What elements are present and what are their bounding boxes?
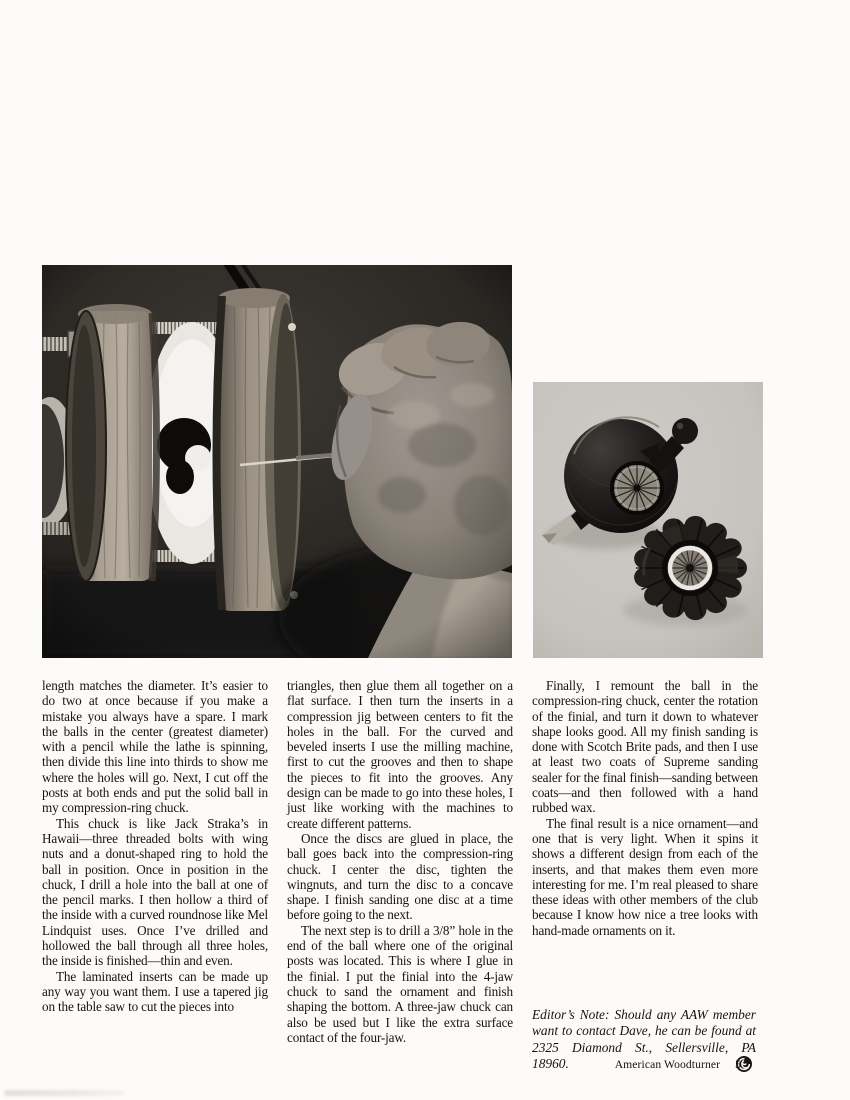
paragraph: triangles, then glue them all together on a flat surface. I then turn the inserts in a compression jig between centers to fit the holes in the ball. For the curved and beveled inserts I use the milling machine, first to cut the grooves and then to shape the pieces to fit into the grooves. Any design can be made to go into these holes, I just like working with the machines to create different patterns.	[287, 678, 513, 831]
text-column-3	[532, 678, 758, 938]
paragraph: length matches the diameter. It’s easier to do two at once because if you make a mistake you always have a spare. I mark the balls in the center (greatest diameter) with a pencil while the lathe is spinning, then divide this line into thirds to show me where the holes will go. Next, I cut off the posts at both ends and put the solid ball in my compression-ring chuck.	[42, 678, 268, 816]
lathe-chuck-photo-illustration	[42, 265, 512, 658]
text-column-1	[42, 678, 268, 1015]
paragraph: This chuck is like Jack Straka’s in Hawaii—three threaded bolts with wing nuts and a donut-shaped ring to hold the ball in position. Once in position in the chuck, I drill a hole into the ball at one of the pencil marks. I then hollow a third of the inside with a curved roundnose like Mel Lindquist uses. Once I’ve drilled and hollowed the ball through all three holes, the inside is finished—thin and even.	[42, 815, 268, 969]
scan-artifact	[4, 1090, 124, 1096]
page-footer	[532, 1058, 758, 1071]
paragraph: Once the discs are glued in place, the ball goes back into the compression-ring chuck. I center the disc, tighten the wingnuts, and turn the disc to a concave shape. I finish sanding one disc at a time before going to the next.	[287, 830, 513, 923]
journal-name: American Woodturner	[614, 1058, 721, 1071]
paragraph: Finally, I remount the ball in the compression-ring chuck, center the rotation of the finial, and turn it down to whatever shape looks good. All my finish sanding is done with Scotch Brite pads, and then I use at least two coats of Supreme sanding sealer for the final finish—sanding between coats—and then followed with a hand rubbed wax.	[532, 678, 758, 816]
page-number: 5	[735, 1058, 741, 1071]
editors-note-text: Editor’s Note: Should any AAW member want to contact Dave, he can be found at 2325 Diamond St., Sellersville, PA 18960.	[532, 1007, 756, 1072]
paragraph: The laminated inserts can be made up any way you want them. I use a tapered jig on the table saw to cut the pieces into	[42, 968, 268, 1015]
ornament-photo-illustration	[533, 382, 763, 658]
lathe-chuck-photo	[42, 265, 512, 658]
paragraph: The next step is to drill a 3/8” hole in the end of the ball where one of the original posts was located. This is where I glue in the finial. I put the finial into the 4-jaw chuck to sand the ornament and finish shaping the bottom. A three-jaw chuck can also be used but I like the extra surface contact of the four-jaw.	[287, 922, 513, 1045]
text-column-2	[287, 678, 513, 1045]
paragraph: The final result is a nice ornament—and one that is very light. When it spins it shows a different design from each of the inserts, and that makes them even more interesting for me. I’m real pleased to share these ideas with other members of the club because I know how nice a tree looks with hand-made ornaments on it.	[532, 815, 758, 938]
ornament-photo	[533, 382, 763, 658]
